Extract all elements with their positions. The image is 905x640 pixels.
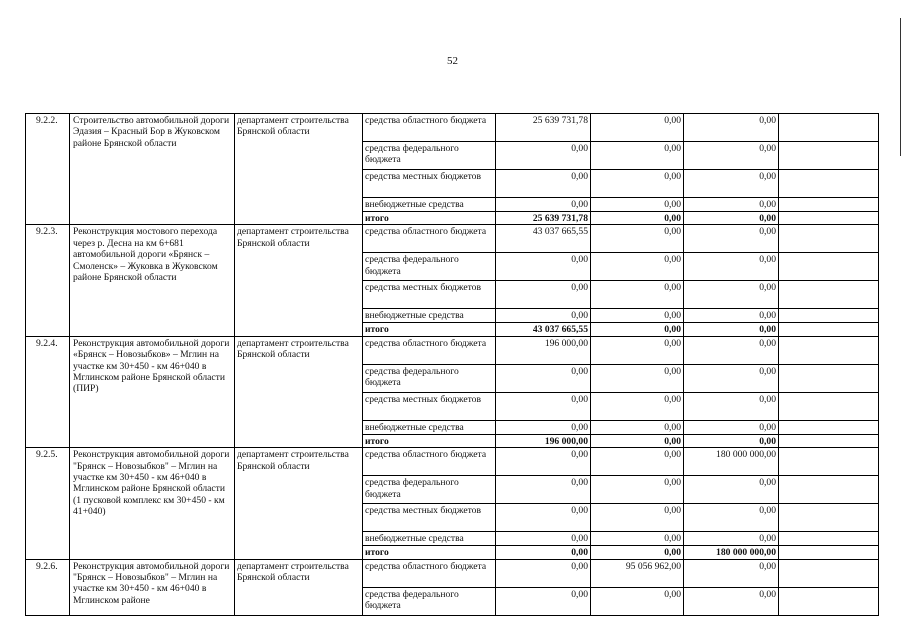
amount-v3: 0,00 [684, 309, 779, 323]
empty-cell [779, 420, 879, 434]
funding-source: средства местных бюджетов [363, 170, 496, 198]
total-v3: 0,00 [684, 323, 779, 336]
amount-v1: 0,00 [496, 364, 591, 392]
amount-v3: 0,00 [684, 392, 779, 420]
item-department: департамент строительства Брянской области [235, 559, 363, 615]
item-title: Реконструкция мостового перехода через р. Десна на км 6+681 автомобильной дороги «Брянск – Смоленск» – Жуковка в Жуковском районе Брянской области [70, 225, 235, 336]
item-department: департамент строительства Брянской области [235, 336, 363, 447]
empty-cell [779, 323, 879, 336]
empty-cell [779, 504, 879, 532]
table-row [26, 336, 879, 364]
amount-v2: 0,00 [591, 448, 684, 476]
item-code: 9.2.2. [26, 114, 70, 225]
total-label: итого [363, 546, 496, 559]
empty-cell [779, 476, 879, 504]
amount-v3: 0,00 [684, 198, 779, 212]
funding-source: средства областного бюджета [363, 225, 496, 253]
total-v2: 0,00 [591, 212, 684, 225]
amount-v3: 0,00 [684, 114, 779, 142]
funding-source: средства областного бюджета [363, 559, 496, 587]
amount-v1: 0,00 [496, 559, 591, 587]
item-department: департамент строительства Брянской области [235, 448, 363, 559]
total-v1: 196 000,00 [496, 434, 591, 447]
funding-source: средства областного бюджета [363, 114, 496, 142]
item-code: 9.2.6. [26, 559, 70, 615]
amount-v2: 0,00 [591, 504, 684, 532]
amount-v2: 0,00 [591, 142, 684, 170]
amount-v2: 0,00 [591, 420, 684, 434]
total-v2: 0,00 [591, 323, 684, 336]
total-v1: 43 037 665,55 [496, 323, 591, 336]
funding-source: средства местных бюджетов [363, 392, 496, 420]
empty-cell [779, 170, 879, 198]
amount-v1: 0,00 [496, 420, 591, 434]
amount-v1: 0,00 [496, 504, 591, 532]
total-label: итого [363, 323, 496, 336]
amount-v2: 0,00 [591, 587, 684, 615]
amount-v3: 0,00 [684, 142, 779, 170]
amount-v1: 0,00 [496, 198, 591, 212]
amount-v1: 196 000,00 [496, 336, 591, 364]
funding-source: средства местных бюджетов [363, 281, 496, 309]
table-row [26, 448, 879, 476]
amount-v1: 0,00 [496, 476, 591, 504]
amount-v3: 0,00 [684, 225, 779, 253]
empty-cell [779, 225, 879, 253]
funding-source: средства федерального бюджета [363, 253, 496, 281]
empty-cell [779, 114, 879, 142]
amount-v3: 0,00 [684, 170, 779, 198]
amount-v1: 0,00 [496, 587, 591, 615]
margin-line [900, 18, 901, 156]
empty-cell [779, 253, 879, 281]
amount-v2: 0,00 [591, 225, 684, 253]
amount-v2: 0,00 [591, 392, 684, 420]
amount-v2: 0,00 [591, 170, 684, 198]
empty-cell [779, 559, 879, 587]
amount-v2: 0,00 [591, 309, 684, 323]
empty-cell [779, 448, 879, 476]
funding-source: средства областного бюджета [363, 336, 496, 364]
amount-v1: 0,00 [496, 281, 591, 309]
total-v3: 0,00 [684, 434, 779, 447]
amount-v3: 0,00 [684, 504, 779, 532]
amount-v1: 0,00 [496, 253, 591, 281]
total-label: итого [363, 434, 496, 447]
empty-cell [779, 587, 879, 615]
amount-v1: 0,00 [496, 170, 591, 198]
item-title: Строительство автомобильной дороги Эдазия – Красный Бор в Жуковском районе Брянской области [70, 114, 235, 225]
empty-cell [779, 142, 879, 170]
amount-v3: 0,00 [684, 559, 779, 587]
funding-source: средства федерального бюджета [363, 476, 496, 504]
funding-source: средства федерального бюджета [363, 587, 496, 615]
empty-cell [779, 546, 879, 559]
funding-source: внебюджетные средства [363, 532, 496, 546]
amount-v3: 0,00 [684, 476, 779, 504]
funding-source: внебюджетные средства [363, 420, 496, 434]
funding-source: средства федерального бюджета [363, 364, 496, 392]
amount-v2: 0,00 [591, 253, 684, 281]
amount-v3: 0,00 [684, 420, 779, 434]
amount-v2: 0,00 [591, 281, 684, 309]
amount-v1: 0,00 [496, 392, 591, 420]
item-title: Реконструкция автомобильной дороги "Брянск – Новозыбков" – Мглин на участке км 30+450 - км 46+040 в Мглинском районе [70, 559, 235, 615]
empty-cell [779, 309, 879, 323]
amount-v2: 0,00 [591, 476, 684, 504]
table-row [26, 225, 879, 253]
empty-cell [779, 212, 879, 225]
funding-source: средства федерального бюджета [363, 142, 496, 170]
total-v1: 25 639 731,78 [496, 212, 591, 225]
page-number: 52 [447, 55, 458, 67]
item-department: департамент строительства Брянской области [235, 114, 363, 225]
item-title: Реконструкция автомобильной дороги "Брянск – Новозыбков" – Мглин на участке км 30+450 - км 46+040 в Мглинском районе Брянской области (1 пусковой комплекс км 30+450 - км 41+040) [70, 448, 235, 559]
total-v2: 0,00 [591, 546, 684, 559]
funding-source: средства местных бюджетов [363, 504, 496, 532]
amount-v1: 0,00 [496, 448, 591, 476]
amount-v3: 0,00 [684, 364, 779, 392]
amount-v2: 95 056 962,00 [591, 559, 684, 587]
total-label: итого [363, 212, 496, 225]
total-v1: 0,00 [496, 546, 591, 559]
empty-cell [779, 434, 879, 447]
total-v2: 0,00 [591, 434, 684, 447]
amount-v1: 25 639 731,78 [496, 114, 591, 142]
item-title: Реконструкция автомобильной дороги «Брянск – Новозыбков» – Мглин на участке км 30+450 - км 46+040 в Мглинском районе Брянской области (ПИР) [70, 336, 235, 447]
amount-v1: 43 037 665,55 [496, 225, 591, 253]
item-code: 9.2.5. [26, 448, 70, 559]
amount-v3: 180 000 000,00 [684, 448, 779, 476]
amount-v2: 0,00 [591, 364, 684, 392]
amount-v2: 0,00 [591, 532, 684, 546]
item-department: департамент строительства Брянской области [235, 225, 363, 336]
amount-v2: 0,00 [591, 198, 684, 212]
empty-cell [779, 532, 879, 546]
table-row [26, 114, 879, 142]
empty-cell [779, 392, 879, 420]
amount-v2: 0,00 [591, 114, 684, 142]
funding-source: средства областного бюджета [363, 448, 496, 476]
amount-v3: 0,00 [684, 281, 779, 309]
amount-v2: 0,00 [591, 336, 684, 364]
empty-cell [779, 364, 879, 392]
amount-v1: 0,00 [496, 532, 591, 546]
amount-v3: 0,00 [684, 253, 779, 281]
total-v3: 180 000 000,00 [684, 546, 779, 559]
empty-cell [779, 336, 879, 364]
total-v3: 0,00 [684, 212, 779, 225]
funding-source: внебюджетные средства [363, 198, 496, 212]
item-code: 9.2.4. [26, 336, 70, 447]
amount-v3: 0,00 [684, 336, 779, 364]
empty-cell [779, 198, 879, 212]
item-code: 9.2.3. [26, 225, 70, 336]
table-row [26, 559, 879, 587]
budget-table [25, 113, 879, 616]
amount-v1: 0,00 [496, 142, 591, 170]
funding-source: внебюджетные средства [363, 309, 496, 323]
amount-v3: 0,00 [684, 532, 779, 546]
amount-v1: 0,00 [496, 309, 591, 323]
empty-cell [779, 281, 879, 309]
amount-v3: 0,00 [684, 587, 779, 615]
